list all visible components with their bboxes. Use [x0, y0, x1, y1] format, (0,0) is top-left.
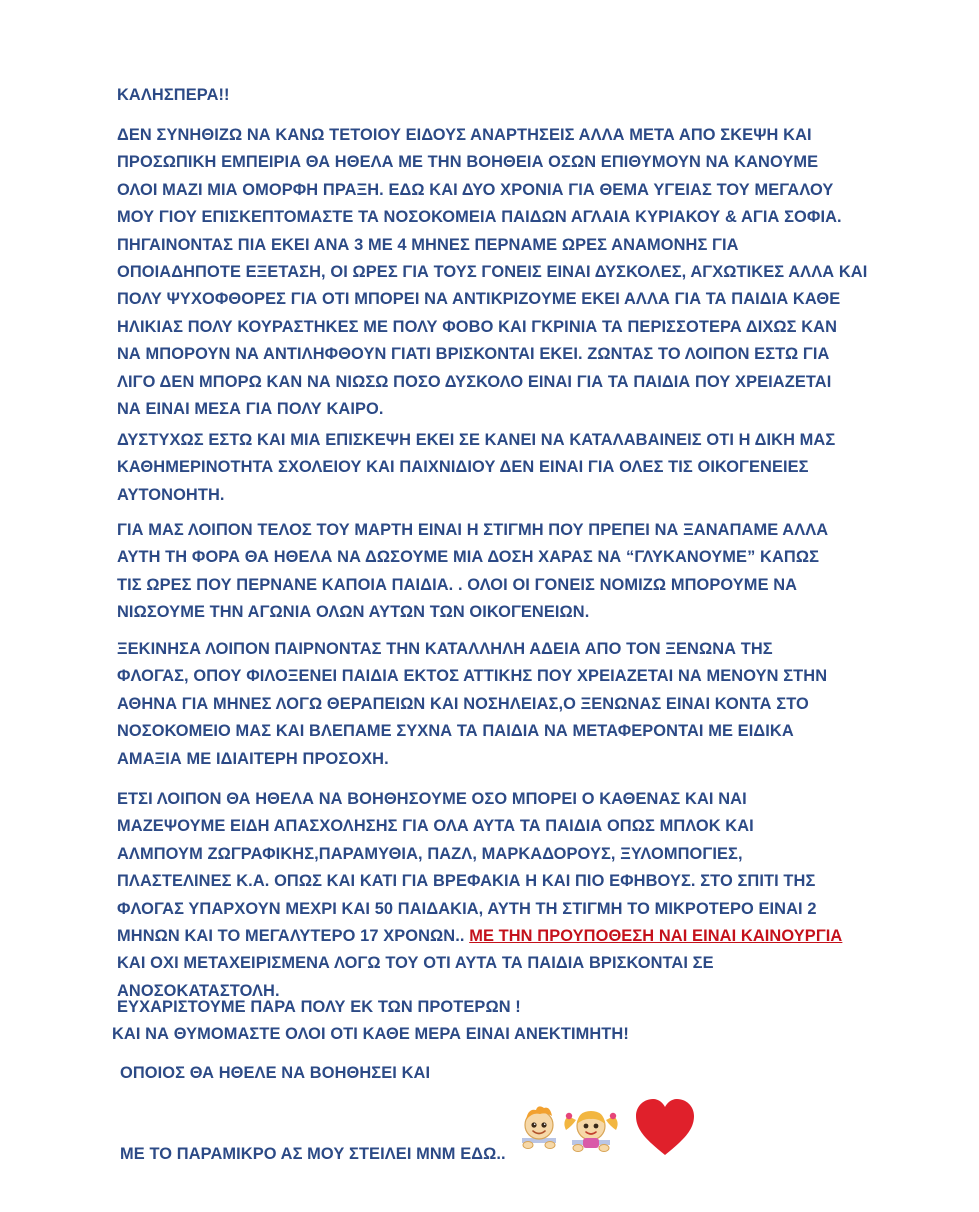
thanks-line: [117, 994, 877, 1021]
paragraph-line: ΑΥΤΗ ΤΗ ΦΟΡΑ ΘΑ ΗΘΕΛΑ ΝΑ ΔΩΣΟΥΜΕ ΜΙΑ ΔΟΣΗ ΧΑΡΑΣ ΝΑ “ΓΛΥΚΑΝΟΥΜΕ” ΚΑΠΩΣ: [117, 548, 820, 567]
remember-text: ΚΑΙ ΝΑ ΘΥΜΟΜΑΣΤΕ ΟΛΟΙ ΟΤΙ ΚΑΘΕ ΜΕΡΑ ΕΙΝΑΙ ΑΝΕΚΤΙΜΗΤΗ!: [112, 1025, 629, 1043]
paragraph-line: ΠΛΑΣΤΕΛΙΝΕΣ Κ.Α. ΟΠΩΣ ΚΑΙ ΚΑΤΙ ΓΙΑ ΒΡΕΦΑΚΙΑ Η ΚΑΙ ΠΙΟ ΕΦΗΒΟΥΣ. ΣΤΟ ΣΠΙΤΙ ΤΗΣ: [117, 872, 816, 891]
paragraph-line: ΑΝΟΣΟΚΑΤΑΣΤΟΛΗ.: [117, 981, 280, 1000]
so-paragraph: [117, 786, 877, 1005]
thanks-text: ΕΥΧΑΡΙΣΤΟΥΜΕ ΠΑΡΑ ΠΟΛΥ ΕΚ ΤΩΝ ΠΡΟΤΕΡΩΝ !: [117, 998, 521, 1016]
paragraph-line: ΑΘΗΝΑ ΓΙΑ ΜΗΝΕΣ ΛΟΓΩ ΘΕΡΑΠΕΙΩΝ ΚΑΙ ΝΟΣΗΛΕΙΑΣ,Ο ΞΕΝΩΝΑΣ ΕΙΝΑΙ ΚΟΝΤΑ ΣΤΟ: [117, 694, 809, 713]
paragraph-line: ΜΟΥ ΓΙΟΥ ΕΠΙΣΚΕΠΤΟΜΑΣΤΕ ΤΑ ΝΟΣΟΚΟΜΕΙΑ ΠΑΙΔΩΝ ΑΓΛΑΙΑ ΚΥΡΙΑΚΟΥ & ΑΓΙΑ ΣΟΦΙΑ.: [117, 208, 842, 227]
paragraph-line: ΝΙΩΣΟΥΜΕ ΤΗΝ ΑΓΩΝΙΑ ΟΛΩΝ ΑΥΤΩΝ ΤΩΝ ΟΙΚΟΓΕΝΕΙΩΝ.: [117, 603, 590, 622]
paragraph-line: ΔΕΝ ΣΥΝΗΘΙΖΩ ΝΑ ΚΑΝΩ ΤΕΤΟΙΟΥ ΕΙΔΟΥΣ ΑΝΑΡΤΗΣΕΙΣ ΑΛΛΑ ΜΕΤΑ ΑΠΟ ΣΚΕΨΗ ΚΑΙ: [117, 126, 812, 144]
boy-figure-icon: [522, 1106, 556, 1148]
contact-text: ΜΕ ΤΟ ΠΑΡΑΜΙΚΡΟ ΑΣ ΜΟΥ ΣΤΕΙΛΕΙ ΜΝΜ ΕΔΩ..: [120, 1145, 506, 1163]
paragraph-line: ΟΠΟΙΑΔΗΠΟΤΕ ΕΞΕΤΑΣΗ, ΟΙ ΩΡΕΣ ΓΙΑ ΤΟΥΣ ΓΟΝΕΙΣ ΕΙΝΑΙ ΔΥΣΚΟΛΕΣ, ΑΓΧΩΤΙΚΕΣ ΑΛΛΑ ΚΑΙ: [117, 263, 868, 282]
heart-icon: [634, 1097, 696, 1159]
remember-line: [112, 1021, 872, 1048]
unfortunately-paragraph: [117, 427, 877, 509]
paragraph-line: ΑΛΜΠΟΥΜ ΖΩΓΡΑΦΙΚΗΣ,ΠΑΡΑΜΥΘΙΑ, ΠΑΖΛ, ΜΑΡΚΑΔΟΡΟΥΣ, ΞΥΛΟΜΠΟΓΙΕΣ,: [117, 844, 743, 863]
paragraph-line: ΞΕΚΙΝΗΣΑ ΛΟΙΠΟΝ ΠΑΙΡΝΟΝΤΑΣ ΤΗΝ ΚΑΤΑΛΛΗΛΗ ΑΔΕΙΑ ΑΠΟ ΤΟΝ ΞΕΝΩΝΑ ΤΗΣ: [117, 640, 773, 658]
paragraph-line: ΑΜΑΞΙΑ ΜΕ ΙΔΙΑΙΤΕΡΗ ΠΡΟΣΟΧΗ.: [117, 749, 389, 768]
paragraph-line: ΚΑΘΗΜΕΡΙΝΟΤΗΤΑ ΣΧΟΛΕΙΟΥ ΚΑΙ ΠΑΙΧΝΙΔΙΟΥ ΔΕΝ ΕΙΝΑΙ ΓΙΑ ΟΛΕΣ ΤΙΣ ΟΙΚΟΓΕΝΕΙΕΣ: [117, 458, 809, 477]
paragraph-line-prefix: ΜΗΝΩΝ ΚΑΙ ΤΟ ΜΕΓΑΛΥΤΕΡΟ 17 ΧΡΟΝΩΝ..: [117, 927, 470, 946]
contact-line: [120, 1141, 880, 1168]
paragraph-line: ΦΛΟΓΑΣ ΥΠΑΡΧΟΥΝ ΜΕΧΡΙ ΚΑΙ 50 ΠΑΙΔΑΚΙΑ, ΑΥΤΗ ΤΗ ΣΤΙΓΜΗ ΤΟ ΜΙΚΡΟΤΕΡΟ ΕΙΝΑΙ 2: [117, 899, 817, 918]
paragraph-line: ΕΤΣΙ ΛΟΙΠΟΝ ΘΑ ΗΘΕΛΑ ΝΑ ΒΟΗΘΗΣΟΥΜΕ ΟΣΟ ΜΠΟΡΕΙ Ο ΚΑΘΕΝΑΣ ΚΑΙ ΝΑΙ: [117, 790, 747, 808]
paragraph-line-with-highlight: [117, 923, 877, 950]
paragraph-line: ΓΙΑ ΜΑΣ ΛΟΙΠΟΝ ΤΕΛΟΣ ΤΟΥ ΜΑΡΤΗ ΕΙΝΑΙ Η ΣΤΙΓΜΗ ΠΟΥ ΠΡΕΠΕΙ ΝΑ ΞΑΝΑΠΑΜΕ ΑΛΛΑ: [117, 521, 829, 539]
paragraph-line: ΚΑΙ ΟΧΙ ΜΕΤΑΧΕΙΡΙΣΜΕΝΑ ΛΟΓΩ ΤΟΥ ΟΤΙ ΑΥΤΑ ΤΑ ΠΑΙΔΙΑ ΒΡΙΣΚΟΝΤΑΙ ΣΕ: [117, 954, 714, 973]
girl-figure-icon: [564, 1111, 617, 1152]
paragraph-line: ΔΥΣΤΥΧΩΣ ΕΣΤΩ ΚΑΙ ΜΙΑ ΕΠΙΣΚΕΨΗ ΕΚΕΙ ΣΕ ΚΑΝΕΙ ΝΑ ΚΑΤΑΛΑΒΑΙΝΕΙΣ ΟΤΙ Η ΔΙΚΗ ΜΑΣ: [117, 431, 836, 449]
paragraph-line: ΠΡΟΣΩΠΙΚΗ ΕΜΠΕΙΡΙΑ ΘΑ ΗΘΕΛΑ ΜΕ ΤΗΝ ΒΟΗΘΕΙΑ ΟΣΩΝ ΕΠΙΘΥΜΟΥΝ ΝΑ ΚΑΝΟΥΜΕ: [117, 153, 819, 172]
started-paragraph: [117, 636, 877, 773]
greeting-text: ΚΑΛΗΣΠΕΡΑ!!: [117, 86, 230, 104]
paragraph-line: ΗΛΙΚΙΑΣ ΠΟΛΥ ΚΟΥΡΑΣΤΗΚΕΣ ΜΕ ΠΟΛΥ ΦΟΒΟ ΚΑΙ ΓΚΡΙΝΙΑ ΤΑ ΠΕΡΙΣΣΟΤΕΡΑ ΔΙΧΩΣ ΚΑΝ: [117, 317, 838, 336]
paragraph-line: ΤΙΣ ΩΡΕΣ ΠΟΥ ΠΕΡΝΑΝΕ ΚΑΠΟΙΑ ΠΑΙΔΙΑ. . ΟΛΟΙ ΟΙ ΓΟΝΕΙΣ ΝΟΜΙΖΩ ΜΠΟΡΟΥΜΕ ΝΑ: [117, 575, 798, 594]
greeting: [117, 82, 877, 109]
paragraph-line: ΝΟΣΟΚΟΜΕΙΟ ΜΑΣ ΚΑΙ ΒΛΕΠΑΜΕ ΣΥΧΝΑ ΤΑ ΠΑΙΔΙΑ ΝΑ ΜΕΤΑΦΕΡΟΝΤΑΙ ΜΕ ΕΙΔΙΚΑ: [117, 722, 794, 741]
paragraph-line: ΝΑ ΜΠΟΡΟΥΝ ΝΑ ΑΝΤΙΛΗΦΘΟΥΝ ΓΙΑΤΙ ΒΡΙΣΚΟΝΤΑΙ ΕΚΕΙ. ΖΩΝΤΑΣ ΤΟ ΛΟΙΠΟΝ ΕΣΤΩ ΓΙΑ: [117, 345, 830, 364]
paragraph-line: ΜΑΖΕΨΟΥΜΕ ΕΙΔΗ ΑΠΑΣΧΟΛΗΣΗΣ ΓΙΑ ΟΛΑ ΑΥΤΑ ΤΑ ΠΑΙΔΙΑ ΟΠΩΣ ΜΠΛΟΚ ΚΑΙ: [117, 817, 754, 836]
whoever-line: [120, 1060, 880, 1087]
new-items-condition-highlight: ΜΕ ΤΗΝ ΠΡΟΥΠΟΘΕΣΗ ΝΑΙ ΕΙΝΑΙ ΚΑΙΝΟΥΡΓΙΑ: [469, 927, 843, 946]
intro-paragraph: [117, 122, 877, 423]
for-us-paragraph: [117, 517, 877, 627]
paragraph-line: ΝΑ ΕΙΝΑΙ ΜΕΣΑ ΓΙΑ ΠΟΛΥ ΚΑΙΡΟ.: [117, 400, 384, 419]
paragraph-line: ΑΥΤΟΝΟΗΤΗ.: [117, 485, 225, 504]
paragraph-line: ΠΗΓΑΙΝΟΝΤΑΣ ΠΙΑ ΕΚΕΙ ΑΝΑ 3 ΜΕ 4 ΜΗΝΕΣ ΠΕΡΝΑΜΕ ΩΡΕΣ ΑΝΑΜΟΝΗΣ ΓΙΑ: [117, 235, 739, 254]
paragraph-line: ΟΛΟΙ ΜΑΖΙ ΜΙΑ ΟΜΟΡΦΗ ΠΡΑΞΗ. ΕΔΩ ΚΑΙ ΔΥΟ ΧΡΟΝΙΑ ΓΙΑ ΘΕΜΑ ΥΓΕΙΑΣ ΤΟΥ ΜΕΓΑΛΟΥ: [117, 180, 834, 199]
whoever-text: ΟΠΟΙΟΣ ΘΑ ΗΘΕΛΕ ΝΑ ΒΟΗΘΗΣΕΙ ΚΑΙ: [120, 1064, 431, 1082]
paragraph-line: ΛΙΓΟ ΔΕΝ ΜΠΟΡΩ ΚΑΝ ΝΑ ΝΙΩΣΩ ΠΟΣΟ ΔΥΣΚΟΛΟ ΕΙΝΑΙ ΓΙΑ ΤΑ ΠΑΙΔΙΑ ΠΟΥ ΧΡΕΙΑΖΕΤΑΙ: [117, 372, 832, 391]
paragraph-line: ΠΟΛΥ ΨΥΧΟΦΘΟΡΕΣ ΓΙΑ ΟΤΙ ΜΠΟΡΕΙ ΝΑ ΑΝΤΙΚΡΙΖΟΥΜΕ ΕΚΕΙ ΑΛΛΑ ΓΙΑ ΤΑ ΠΑΙΔΙΑ ΚΑΘΕ: [117, 290, 841, 309]
paragraph-line: ΦΛΟΓΑΣ, ΟΠΟΥ ΦΙΛΟΞΕΝΕΙ ΠΑΙΔΙΑ ΕΚΤΟΣ ΑΤΤΙΚΗΣ ΠΟΥ ΧΡΕΙΑΖΕΤΑΙ ΝΑ ΜΕΝΟΥΝ ΣΤΗΝ: [117, 667, 828, 686]
